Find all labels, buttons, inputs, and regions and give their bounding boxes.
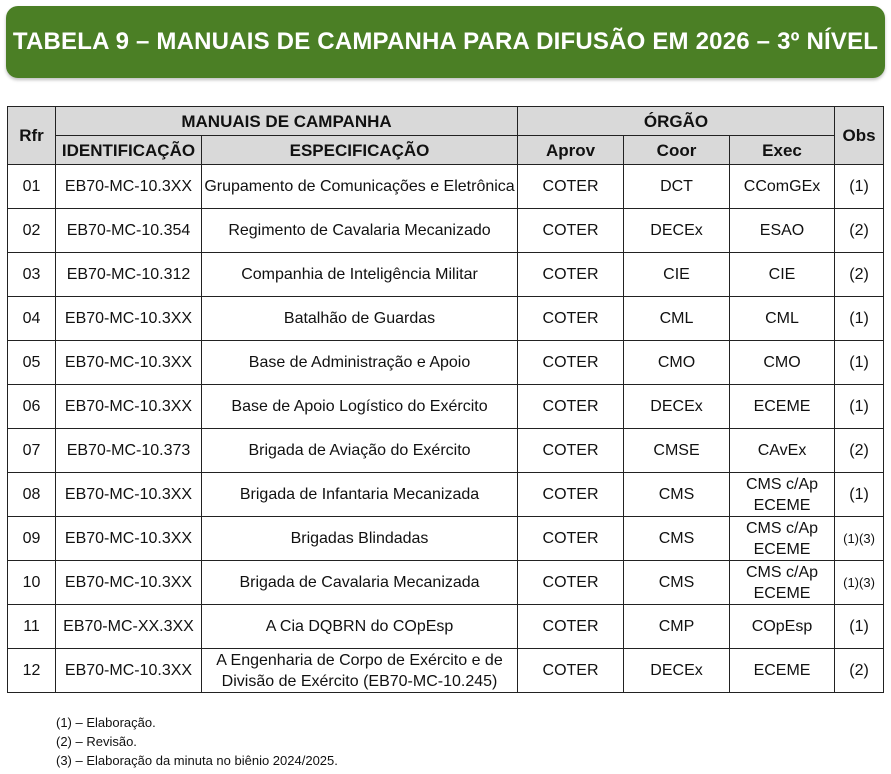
cell-exec: COpEsp xyxy=(730,605,835,649)
cell-obs: (1) xyxy=(835,385,884,429)
table-row xyxy=(8,605,884,649)
header-manuais: MANUAIS DE CAMPANHA xyxy=(56,107,518,136)
cell-rfr: 02 xyxy=(8,209,56,253)
cell-especificacao: Brigadas Blindadas xyxy=(202,517,518,561)
cell-exec: ECEME xyxy=(730,649,835,693)
manuals-table xyxy=(7,106,884,693)
cell-exec: CMS c/Ap ECEME xyxy=(730,473,835,517)
cell-exec: CMS c/Ap ECEME xyxy=(730,561,835,605)
cell-identificacao: EB70-MC-10.3XX xyxy=(56,165,202,209)
cell-exec: ESAO xyxy=(730,209,835,253)
cell-rfr: 07 xyxy=(8,429,56,473)
cell-aprov: COTER xyxy=(518,561,624,605)
cell-rfr: 10 xyxy=(8,561,56,605)
cell-especificacao: Brigada de Aviação do Exército xyxy=(202,429,518,473)
header-orgao: ÓRGÃO xyxy=(518,107,835,136)
table-row xyxy=(8,429,884,473)
cell-aprov: COTER xyxy=(518,297,624,341)
cell-exec: CAvEx xyxy=(730,429,835,473)
cell-aprov: COTER xyxy=(518,605,624,649)
table-row xyxy=(8,297,884,341)
cell-aprov: COTER xyxy=(518,165,624,209)
cell-coor: CMS xyxy=(624,561,730,605)
cell-coor: CMO xyxy=(624,341,730,385)
cell-obs: (1) xyxy=(835,605,884,649)
cell-rfr: 03 xyxy=(8,253,56,297)
cell-coor: CMP xyxy=(624,605,730,649)
header-coor: Coor xyxy=(624,136,730,165)
cell-especificacao: Batalhão de Guardas xyxy=(202,297,518,341)
cell-coor: DECEx xyxy=(624,209,730,253)
title-banner xyxy=(6,6,885,78)
header-rfr: Rfr xyxy=(8,107,56,165)
table-row xyxy=(8,473,884,517)
cell-especificacao: Base de Administração e Apoio xyxy=(202,341,518,385)
footnote: (2) – Revisão. xyxy=(56,734,137,749)
cell-identificacao: EB70-MC-10.373 xyxy=(56,429,202,473)
cell-especificacao: Brigada de Infantaria Mecanizada xyxy=(202,473,518,517)
cell-rfr: 11 xyxy=(8,605,56,649)
cell-aprov: COTER xyxy=(518,517,624,561)
cell-aprov: COTER xyxy=(518,253,624,297)
header-aprov: Aprov xyxy=(518,136,624,165)
cell-rfr: 08 xyxy=(8,473,56,517)
cell-rfr: 04 xyxy=(8,297,56,341)
header-especificacao: ESPECIFICAÇÃO xyxy=(202,136,518,165)
cell-obs: (1)(3) xyxy=(835,517,884,561)
cell-exec: CMS c/Ap ECEME xyxy=(730,517,835,561)
header-row-top xyxy=(8,107,884,136)
cell-identificacao: EB70-MC-10.3XX xyxy=(56,341,202,385)
table-row xyxy=(8,385,884,429)
cell-coor: CIE xyxy=(624,253,730,297)
cell-identificacao: EB70-MC-XX.3XX xyxy=(56,605,202,649)
table-row xyxy=(8,165,884,209)
cell-rfr: 12 xyxy=(8,649,56,693)
cell-coor: DCT xyxy=(624,165,730,209)
cell-exec: ECEME xyxy=(730,385,835,429)
cell-exec: CComGEx xyxy=(730,165,835,209)
table-row xyxy=(8,649,884,693)
cell-especificacao: Regimento de Cavalaria Mecanizado xyxy=(202,209,518,253)
header-row-sub xyxy=(8,136,884,165)
cell-rfr: 05 xyxy=(8,341,56,385)
cell-obs: (1) xyxy=(835,297,884,341)
cell-identificacao: EB70-MC-10.3XX xyxy=(56,517,202,561)
cell-obs: (1)(3) xyxy=(835,561,884,605)
cell-aprov: COTER xyxy=(518,649,624,693)
cell-identificacao: EB70-MC-10.312 xyxy=(56,253,202,297)
cell-identificacao: EB70-MC-10.3XX xyxy=(56,385,202,429)
cell-obs: (1) xyxy=(835,341,884,385)
cell-obs: (2) xyxy=(835,429,884,473)
page-title: TABELA 9 – MANUAIS DE CAMPANHA PARA DIFUSÃO EM 2026 – 3º NÍVEL xyxy=(12,28,879,55)
cell-aprov: COTER xyxy=(518,429,624,473)
cell-identificacao: EB70-MC-10.3XX xyxy=(56,561,202,605)
cell-obs: (2) xyxy=(835,253,884,297)
cell-identificacao: EB70-MC-10.354 xyxy=(56,209,202,253)
cell-aprov: COTER xyxy=(518,385,624,429)
cell-identificacao: EB70-MC-10.3XX xyxy=(56,297,202,341)
cell-coor: CMS xyxy=(624,517,730,561)
cell-especificacao: Companhia de Inteligência Militar xyxy=(202,253,518,297)
header-exec: Exec xyxy=(730,136,835,165)
table-row xyxy=(8,517,884,561)
cell-especificacao: Brigada de Cavalaria Mecanizada xyxy=(202,561,518,605)
table-row xyxy=(8,341,884,385)
footnote: (1) – Elaboração. xyxy=(56,715,156,730)
cell-coor: CMS xyxy=(624,473,730,517)
cell-obs: (2) xyxy=(835,649,884,693)
cell-identificacao: EB70-MC-10.3XX xyxy=(56,473,202,517)
cell-aprov: COTER xyxy=(518,341,624,385)
cell-aprov: COTER xyxy=(518,473,624,517)
cell-especificacao: Base de Apoio Logístico do Exército xyxy=(202,385,518,429)
cell-especificacao: A Engenharia de Corpo de Exército e de Divisão de Exército (EB70-MC-10.245) xyxy=(202,649,518,693)
footnotes xyxy=(56,713,338,770)
cell-obs: (2) xyxy=(835,209,884,253)
table-row xyxy=(8,561,884,605)
cell-coor: CMSE xyxy=(624,429,730,473)
cell-obs: (1) xyxy=(835,165,884,209)
table-row xyxy=(8,253,884,297)
cell-rfr: 06 xyxy=(8,385,56,429)
cell-especificacao: A Cia DQBRN do COpEsp xyxy=(202,605,518,649)
table-row xyxy=(8,209,884,253)
cell-coor: DECEx xyxy=(624,649,730,693)
cell-rfr: 09 xyxy=(8,517,56,561)
cell-coor: CML xyxy=(624,297,730,341)
cell-rfr: 01 xyxy=(8,165,56,209)
cell-exec: CIE xyxy=(730,253,835,297)
cell-aprov: COTER xyxy=(518,209,624,253)
cell-exec: CML xyxy=(730,297,835,341)
cell-obs: (1) xyxy=(835,473,884,517)
header-obs: Obs xyxy=(835,107,884,165)
cell-identificacao: EB70-MC-10.3XX xyxy=(56,649,202,693)
cell-especificacao: Grupamento de Comunicações e Eletrônica xyxy=(202,165,518,209)
header-identificacao: IDENTIFICAÇÃO xyxy=(56,136,202,165)
cell-exec: CMO xyxy=(730,341,835,385)
footnote: (3) – Elaboração da minuta no biênio 2024/2025. xyxy=(56,753,338,768)
table-body xyxy=(8,165,884,693)
cell-coor: DECEx xyxy=(624,385,730,429)
